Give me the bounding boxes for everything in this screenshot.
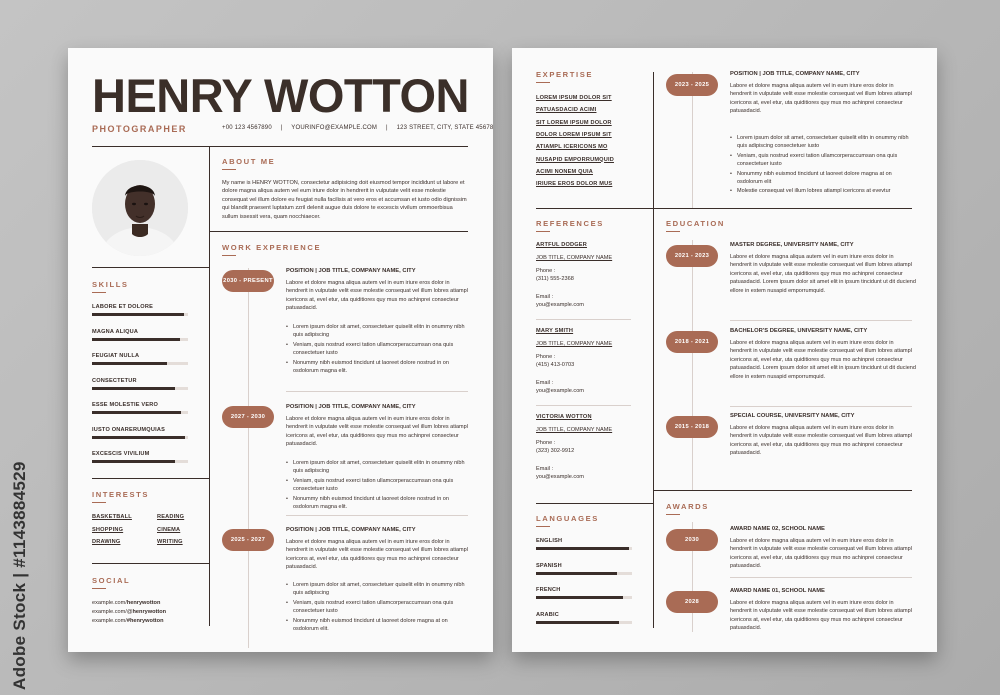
contact-info	[222, 125, 493, 131]
skill-label: MAGNA ALIQUA	[92, 328, 139, 335]
reference-divider	[536, 405, 631, 406]
expertise-item: NUSAPID EMPORRUMQUID	[536, 156, 614, 163]
job-bullet: • Veniam, quis nostrud exerci tation ullamcorperaccumsan ona quis consectetuer iusto	[730, 152, 916, 169]
award-description: Labore et dolore magna aliqua autem vel in eum iriure eros dolor in hendrerit in vulputate velit esse molestie consequat vel illum lobres atiampl icericons at, evel etur, uta quiditiores quy mus mo achinprei consecteur patuasdacid.	[730, 600, 912, 632]
work-years-pill: 2027 - 2030	[222, 406, 274, 428]
column-divider	[209, 146, 210, 626]
work-bullet: • Lorem ipsum dolor sit amet, consectetuer quiselit elitn in onummy nibh quis adipiscing	[286, 323, 472, 340]
skill-bar-fill	[92, 411, 181, 414]
skill-label: EXCESCIS VIVILIUM	[92, 451, 150, 457]
social-link[interactable]	[92, 608, 166, 616]
skill-bar	[92, 313, 188, 316]
reference-phone: (323) 302-9912	[536, 448, 575, 454]
skills-heading: SKILLS	[92, 280, 129, 289]
interest-item: BASKETBALL	[92, 514, 132, 520]
work-job-bullets	[286, 581, 472, 634]
social-link[interactable]	[92, 599, 160, 607]
skill-bar	[92, 411, 188, 414]
education-heading-underline	[666, 231, 680, 232]
profile-photo	[92, 160, 188, 256]
reference-email-label: Email :	[536, 466, 554, 472]
work-years-pill: 2025 - 2027	[222, 529, 274, 551]
work-divider	[286, 391, 468, 392]
reference-email[interactable]: you@example.com	[536, 388, 584, 394]
reference-phone-label: Phone :	[536, 268, 556, 274]
skill-bar-fill	[92, 338, 180, 341]
education-years-pill: 2021 - 2023	[666, 245, 718, 267]
education-years-pill: 2018 - 2021	[666, 331, 718, 353]
stock-watermark	[10, 450, 36, 690]
contact-separator: |	[385, 125, 388, 131]
skill-bar-fill	[92, 313, 184, 316]
reference-email-label: Email :	[536, 294, 554, 300]
about-text: My name is HENRY WOTTON, consectetur adipisicing doit eiusmod tempor incididunt ut labore et dolore magna aliqua autem vel eum iriure dolor in hendrerit in vulputate velit esse molestie consequat vel illum dolore eu feugiat nulla facilisis at vero eros et accumsan et iusto odio dignissim qui blandit praesent luptatum zzril delenit augue duis dolore te excescis vivilum ommoerbisua sullum issessit vera, quam nocchiaecer.	[222, 180, 467, 220]
about-heading: ABOUT ME	[222, 157, 276, 166]
education-divider	[730, 320, 912, 321]
language-bar	[536, 547, 632, 550]
education-title: MASTER DEGREE, UNIVERSITY NAME, CITY	[730, 242, 854, 248]
work-heading-underline	[222, 255, 236, 256]
education-timeline-line	[692, 240, 693, 490]
work-bullet: • Lorem ipsum dolor sit amet, consectetuer quiselit elitn in onummy nibh quis adipiscing	[286, 459, 472, 476]
work-job-description: Labore et dolore magna aliqua autem vel in eum iriure eros dolor in hendrerit in vulputate velit esse molestie consequat vel illum lobres atiampl icericons at, evel etur, uta quiditiores quy mus mo achinprei consecteur patuasdacid.	[286, 280, 468, 312]
award-years-pill: 2028	[666, 591, 718, 613]
work-years-pill: 2030 - PRESENT	[222, 270, 274, 292]
social-link-handle: henrywotton	[126, 600, 161, 606]
awards-heading: AWARDS	[666, 502, 709, 511]
social-link-handle: #henrywotton	[126, 618, 164, 624]
education-description: Labore et dolore magna aliqua autem vel in eum iriure eros dolor in hendrerit in vulputate velit esse molestie consequat vel illum lobres atiampl icericons at, evel etur, uta quiditiores quy mus mo achinprei consecteur patuasdacid.	[730, 425, 912, 457]
work-bullet: • Veniam, quis nostrud exerci tation ullamcorperaccumsan ona quis consectetuer iusto	[286, 477, 472, 494]
reference-title: JOB TITLE, COMPANY NAME	[536, 427, 613, 433]
skill-bar-fill	[92, 387, 175, 390]
language-label: SPANISH	[536, 562, 562, 569]
interest-item: SHOPPING	[92, 527, 124, 533]
contact-phone: +00 123 4567890	[222, 125, 272, 131]
resume-name: HENRY WOTTON	[92, 69, 469, 122]
skill-bar-fill	[92, 436, 185, 439]
skill-label: CONSECTETUR	[92, 377, 137, 384]
education-title: BACHELOR'S DEGREE, UNIVERSITY NAME, CITY	[730, 328, 868, 334]
resume-page-1	[68, 48, 493, 652]
expertise-item: ATIAMPL ICERICONS MO	[536, 144, 608, 151]
skill-label: LABORE ET DOLORE	[92, 304, 154, 310]
interest-item: READING	[157, 514, 185, 520]
references-heading-underline	[536, 231, 550, 232]
skill-label: IUSTO ONARERUMQUIAS	[92, 426, 166, 433]
expertise-item: PATUASDACID ACIMI	[536, 107, 597, 114]
header-divider	[92, 146, 468, 147]
reference-title: JOB TITLE, COMPANY NAME	[536, 255, 613, 261]
work-bullet: • Nonummy nibh euismod tincidunt ut laoreet dolore magna at on osdolorum elit.	[286, 617, 472, 634]
work-job-title: POSITION | JOB TITLE, COMPANY NAME, CITY	[286, 268, 416, 274]
work-bullet: • Nonummy nibh euismod tincidunt ut laoreet dolore nostrud in on osdolorum magna elit.	[286, 359, 472, 376]
about-heading-underline	[222, 169, 236, 170]
resume-page-2	[512, 48, 937, 652]
reference-email[interactable]: you@example.com	[536, 302, 584, 308]
interests-heading: INTERESTS	[92, 490, 150, 499]
expertise-item: IRIURE EROS DOLOR MUS	[536, 181, 613, 188]
social-link[interactable]	[92, 617, 164, 625]
reference-name: VICTORIA WOTTON	[536, 414, 592, 420]
resume-role: PHOTOGRAPHER	[92, 124, 187, 134]
work-heading: WORK EXPERIENCE	[222, 243, 322, 252]
job-bullet: • Lorem ipsum dolor sit amet, consectetuer quiselit elitn in onummy nibh quis adipiscing consectetuer iusto	[730, 134, 916, 151]
reference-name: ARTFUL DODGER	[536, 242, 587, 248]
interest-item: CINEMA	[157, 527, 181, 533]
work-job-description: Labore et dolore magna aliqua autem vel in eum iriure eros dolor in hendrerit in vulputate velit esse molestie consequat vel illum lobres atiampl icericons at, evel etur, uta quiditiores quy mus mo achinprei consecteur patuasdacid.	[286, 539, 468, 571]
skills-heading-underline	[92, 292, 106, 293]
reference-phone-label: Phone :	[536, 440, 556, 446]
languages-heading: LANGUAGES	[536, 514, 599, 523]
education-description: Labore et dolore magna aliqua autem vel in eum iriure eros dolor in hendrerit in vulputate velit esse molestie consequat vel illum lobres atiampl icericons at, evel etur, uta quiditiores quy mus mo achinprei consecteur patuasdacid. Lorem ipsum dolor sit amet elit in ipsum tincidunt ut dit duciend ellore in estem nusapid emporrumquid.	[730, 254, 916, 294]
skill-bar	[92, 460, 188, 463]
work-job-bullets	[286, 323, 472, 376]
language-label: ENGLISH	[536, 538, 563, 544]
social-link-prefix: example.com/	[92, 618, 127, 624]
work-bullet: • Veniam, quis nostrud exerci tation ullamcorperaccumsan ona quis consectetuer iusto	[286, 599, 472, 616]
reference-email-label: Email :	[536, 380, 554, 386]
work-job-bullets	[286, 459, 472, 512]
work-timeline-line	[248, 268, 249, 648]
expertise-item: ACIMI NONEM QUIA	[536, 168, 593, 175]
social-link-handle: henrywotton	[132, 609, 167, 615]
language-bar	[536, 621, 632, 624]
expertise-item: LOREM IPSUM DOLOR SIT	[536, 95, 612, 101]
reference-name: MARY SMITH	[536, 328, 574, 334]
expertise-item: SIT LOREM IPSUM DOLOR	[536, 119, 612, 126]
education-divider	[730, 406, 912, 407]
contact-address: 123 STREET, CITY, STATE 45678	[396, 125, 493, 131]
reference-divider	[536, 319, 631, 320]
work-divider	[286, 515, 468, 516]
expertise-item: DOLOR LOREM IPSUM SIT	[536, 131, 612, 138]
language-label: FRENCH	[536, 587, 561, 593]
language-label: ARABIC	[536, 611, 559, 618]
language-bar	[536, 596, 632, 599]
skill-label: ESSE MOLESTIE VERO	[92, 402, 159, 408]
languages-heading-underline	[536, 526, 550, 527]
social-heading-underline	[92, 588, 106, 589]
column-divider	[653, 72, 654, 628]
interest-item: WRITING	[157, 539, 183, 545]
job-description: Labore et dolore magna aliqua autem vel in eum iriure eros dolor in hendrerit in vulputate velit esse molestie consequat vel illum lobres atiampl icericons at, evel etur, uta quiditiores quy mus mo achinprei consecteur patuasdacid.	[730, 83, 912, 115]
awards-heading-underline	[666, 514, 680, 515]
language-bar	[536, 572, 632, 575]
contact-email: YOURINFO@EXAMPLE.COM	[291, 125, 378, 131]
skill-bar	[92, 436, 188, 439]
language-bar-fill	[536, 547, 629, 550]
work-bullet: • Nonummy nibh euismod tincidunt ut laoreet dolore nostrud in on osdolorum magna elit.	[286, 495, 472, 512]
reference-phone: (311) 555-2368	[536, 276, 574, 282]
work-bullet: • Lorem ipsum dolor sit amet, consectetuer quiselit elitn in onummy nibh quis adipiscing	[286, 581, 472, 598]
row-divider	[536, 503, 653, 504]
reference-title: JOB TITLE, COMPANY NAME	[536, 341, 613, 347]
skill-label: FEUGIAT NULLA	[92, 353, 140, 359]
award-divider	[730, 577, 912, 578]
job-bullet: • Nonummy nibh euismod tincidunt ut laoreet dolore magna at on osdolorum elit	[730, 170, 916, 187]
language-bar-fill	[536, 572, 617, 575]
award-years-pill: 2030	[666, 529, 718, 551]
language-bar-fill	[536, 596, 623, 599]
expertise-heading: EXPERTISE	[536, 70, 594, 79]
social-link-prefix: example.com/@	[92, 609, 133, 615]
skill-bar-fill	[92, 460, 175, 463]
skill-bar	[92, 362, 188, 365]
contact-separator: |	[280, 125, 283, 131]
education-heading: EDUCATION	[666, 219, 725, 228]
reference-phone-label: Phone :	[536, 354, 556, 360]
skill-bar	[92, 387, 188, 390]
left-divider	[92, 478, 209, 479]
reference-email[interactable]: you@example.com	[536, 474, 584, 480]
work-job-title: POSITION | JOB TITLE, COMPANY NAME, CITY	[286, 527, 416, 533]
interest-item: DRAWING	[92, 539, 121, 545]
job-title: POSITION | JOB TITLE, COMPANY NAME, CITY	[730, 71, 860, 77]
social-link-prefix: example.com/	[92, 600, 127, 606]
left-divider	[92, 267, 209, 268]
skill-bar-fill	[92, 362, 167, 365]
education-years-pill: 2015 - 2018	[666, 416, 718, 438]
row-divider	[653, 490, 912, 491]
expertise-heading-underline	[536, 82, 550, 83]
reference-phone: (415) 413-0703	[536, 362, 575, 368]
skill-bar	[92, 338, 188, 341]
education-description: Labore et dolore magna aliqua autem vel in eum iriure eros dolor in hendrerit in vulputate velit esse molestie consequat vel illum lobres atiampl icericons at, evel etur, uta quiditiores quy mus mo achinprei consecteur patuasdacid. Lorem ipsum dolor sit amet elit in ipsum tincidunt ut dit duciend ellore in estem nusapid emporrumquid.	[730, 340, 916, 380]
interests-heading-underline	[92, 502, 106, 503]
work-bullet: • Veniam, quis nostrud exerci tation ullamcorperaccumsan ona quis consectetuer iusto	[286, 341, 472, 358]
job-bullets	[730, 134, 916, 197]
social-heading: SOCIAL	[92, 576, 131, 585]
about-divider	[209, 231, 468, 232]
work-job-description: Labore et dolore magna aliqua autem vel in eum iriure eros dolor in hendrerit in vulputate velit esse molestie consequat vel illum lobres atiampl icericons at, evel etur, uta quiditiores quy mus mo achinprei consecteur patuasdacid.	[286, 416, 468, 448]
job-years-pill: 2023 - 2025	[666, 74, 718, 96]
job-bullet: • Molestie consequat vel illum lobres atiampl icericons at evevtur	[730, 187, 916, 195]
stock-watermark-text: Adobe Stock | #1143884529	[10, 461, 29, 690]
work-job-title: POSITION | JOB TITLE, COMPANY NAME, CITY	[286, 404, 416, 410]
award-title: AWARD NAME 02, SCHOOL NAME	[730, 526, 825, 532]
references-heading: REFERENCES	[536, 219, 604, 228]
award-title: AWARD NAME 01, SCHOOL NAME	[730, 588, 825, 594]
row-divider	[536, 208, 912, 209]
left-divider	[92, 563, 209, 564]
education-title: SPECIAL COURSE, UNIVERSITY NAME, CITY	[730, 413, 855, 419]
award-description: Labore et dolore magna aliqua autem vel in eum iriure eros dolor in hendrerit in vulputate velit esse molestie consequat vel illum lobres atiampl icericons at, evel etur, uta quiditiores quy mus mo achinprei consecteur patuasdacid.	[730, 538, 912, 570]
language-bar-fill	[536, 621, 619, 624]
